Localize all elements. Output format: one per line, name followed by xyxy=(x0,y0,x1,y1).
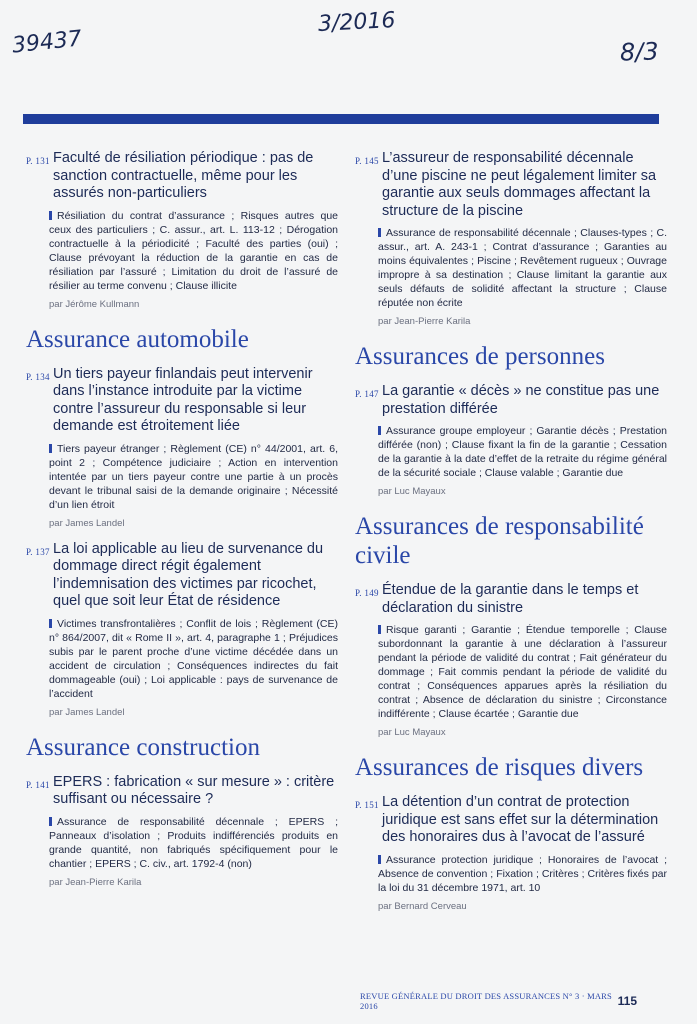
article-keywords xyxy=(49,442,338,512)
article-header xyxy=(355,794,667,847)
header-accent-bar xyxy=(23,114,659,124)
article-author: par Bernard Cerveau xyxy=(378,900,467,912)
article-page-ref: P. 141 xyxy=(26,779,50,790)
keywords-text: Assurance groupe employeur ; Garantie décès ; Prestation différée (non) ; Clause fixant la fin de la garantie ; Cessation de la garantie à la date d’effet de la retraite du régime général de la sécurité sociale ; Clause valable ; Garantie due xyxy=(378,425,667,479)
article-keywords xyxy=(49,209,338,293)
keyword-marker-icon xyxy=(378,625,381,634)
article-header xyxy=(26,774,338,809)
article-author: par Luc Mayaux xyxy=(378,486,446,497)
handwritten-note-right: 8/3 xyxy=(619,37,660,67)
article-entry xyxy=(26,774,338,888)
keywords-text: Résiliation du contrat d’assurance ; Risques autres que ceux des particuliers ; C. assur., art. L. 113-12 ; Dérogation contractuelle à la périodicité ; Faculté des parties (oui) ; Clause prévoyant la réduction de la garantie en cas de résiliation par l’assuré ; Limitation du droit de l’assuré de résilier au terme convenu ; Clause illicite xyxy=(49,209,338,292)
keyword-marker-icon xyxy=(49,444,52,453)
article-title: La garantie « décès » ne constitue pas une prestation différée xyxy=(382,383,660,417)
keywords-text: Tiers payeur étranger ; Règlement (CE) n° 44/2001, art. 6, point 2 ; Compétence judiciaire ; Action en intervention intentée par un tiers payeur contre une partie à un procès devant le tribunal saisi de la demande originaire ; Nécessité d’un lien étroit xyxy=(49,442,338,511)
article-author: par Jérôme Kullmann xyxy=(49,298,140,310)
right-column xyxy=(355,150,667,924)
article-header xyxy=(355,582,667,617)
article-header xyxy=(26,541,338,611)
section-heading: Assurances de personnes xyxy=(355,343,605,370)
article-author: par Luc Mayaux xyxy=(378,727,446,738)
article-title: Un tiers payeur finlandais peut intervenir dans l’instance introduite par la victime contre l’assureur du responsable si leur demande est étroitement liée xyxy=(53,365,313,434)
article-title: Faculté de résiliation périodique : pas de sanction contractuelle, même pour les assurés non-particuliers xyxy=(53,150,314,201)
article-keywords xyxy=(49,815,338,871)
article-entry xyxy=(26,541,338,718)
journal-name: REVUE GÉNÉRALE DU DROIT DES ASSURANCES N° 3 · MARS 2016 xyxy=(360,991,612,1011)
article-title: Étendue de la garantie dans le temps et déclaration du sinistre xyxy=(382,582,639,616)
keyword-marker-icon xyxy=(49,619,52,628)
article-keywords xyxy=(49,617,338,701)
article-entry xyxy=(355,794,667,912)
article-keywords xyxy=(378,623,667,721)
article-page-ref: P. 149 xyxy=(355,588,379,598)
article-page-ref: P. 145 xyxy=(355,156,379,166)
article-title: La loi applicable au lieu de survenance du dommage direct régit également l’indemnisation des victimes par ricochet, quel que soit leur État de résidence xyxy=(53,540,324,609)
section-heading: Assurance construction xyxy=(26,733,260,761)
article-entry xyxy=(26,366,338,529)
article-author: par James Landel xyxy=(49,517,125,529)
keyword-marker-icon xyxy=(49,817,52,826)
section-heading: Assurances de responsabilité civile xyxy=(355,513,644,569)
keywords-text: Victimes transfrontalières ; Conflit de lois ; Règlement (CE) n° 864/2007, dit « Rome II », art. 4, paragraphe 1 ; Préjudices subis par le parent proche d’une victime décédée dans un accident de circulation ; Conséquences indirectes du fait dommageable (oui) ; Loi applicable : pays de survenance de l’accident xyxy=(49,617,338,700)
article-title: L’assureur de responsabilité décennale d’une piscine ne peut légalement limiter sa garantie aux seuls dommages affectant la structure de la piscine xyxy=(382,150,657,219)
keyword-marker-icon xyxy=(378,855,381,864)
article-page-ref: P. 147 xyxy=(355,389,379,399)
keywords-text: Assurance protection juridique ; Honoraires de l’avocat ; Absence de convention ; Fixation ; Critères ; Critères fixés par la loi du 31 décembre 1971, art. 10 xyxy=(378,853,667,894)
keyword-marker-icon xyxy=(378,228,381,237)
keywords-text: Assurance de responsabilité décennale ; EPERS ; Panneaux d’isolation ; Produits indifférenciés produits en grande quantité, non fabriqués spécifiquement pour le chantier ; EPERS ; C. civ., art. 1792-4 (non) xyxy=(49,815,338,870)
article-entry xyxy=(355,383,667,497)
article-title: La détention d’un contrat de protection juridique est sans effet sur la détermination des honoraires dus à l’avocat de l’assuré xyxy=(382,794,659,845)
article-page-ref: P. 137 xyxy=(26,546,50,557)
article-title: EPERS : fabrication « sur mesure » : critère suffisant ou nécessaire ? xyxy=(53,773,335,807)
article-page-ref: P. 131 xyxy=(26,156,50,166)
page-number: 115 xyxy=(617,994,637,1008)
article-keywords xyxy=(378,424,667,480)
keywords-text: Assurance de responsabilité décennale ; Clauses-types ; C. assur., art. A. 243-1 ; Contrat d’assurance ; Garanties au moins équivalentes ; Piscine ; Revêtement rugueux ; Ouvrage impropre à sa destination ; Clause limitant la garantie aux seuls défauts de solidité affectant la structure ; Clause réputée non écrite xyxy=(378,227,667,309)
handwritten-date: 3/2016 xyxy=(317,7,397,38)
section-heading: Assurances de risques divers xyxy=(355,754,644,781)
article-header xyxy=(355,383,667,418)
article-author: par James Landel xyxy=(49,706,125,718)
article-author: par Jean-Pierre Karila xyxy=(378,316,471,327)
left-column xyxy=(26,150,338,900)
article-page-ref: P. 151 xyxy=(355,800,379,810)
keyword-marker-icon xyxy=(378,426,381,435)
article-keywords xyxy=(378,853,667,895)
article-entry xyxy=(26,150,338,310)
page-footer xyxy=(360,991,637,1011)
handwritten-note-left: 39437 xyxy=(10,26,84,59)
article-page-ref: P. 134 xyxy=(26,371,50,382)
article-keywords xyxy=(378,226,667,310)
article-header xyxy=(355,150,667,220)
keywords-text: Risque garanti ; Garantie ; Étendue temporelle ; Clause subordonnant la garantie à une déclaration à l’assureur pendant la période de validité du contrat ; Fait générateur du dommage ; Fait commis pendant la période de validité du contrat ; Conséquences apparues après la résiliation du contrat ; Absence de déclaration du sinistre ; Circonstance indifférente ; Clause écartée ; Garantie due xyxy=(378,624,667,720)
article-entry xyxy=(355,150,667,327)
article-author: par Jean-Pierre Karila xyxy=(49,876,142,888)
article-header xyxy=(26,366,338,436)
article-entry xyxy=(355,582,667,738)
section-heading: Assurance automobile xyxy=(26,325,249,353)
article-header xyxy=(26,150,338,203)
keyword-marker-icon xyxy=(49,211,52,220)
